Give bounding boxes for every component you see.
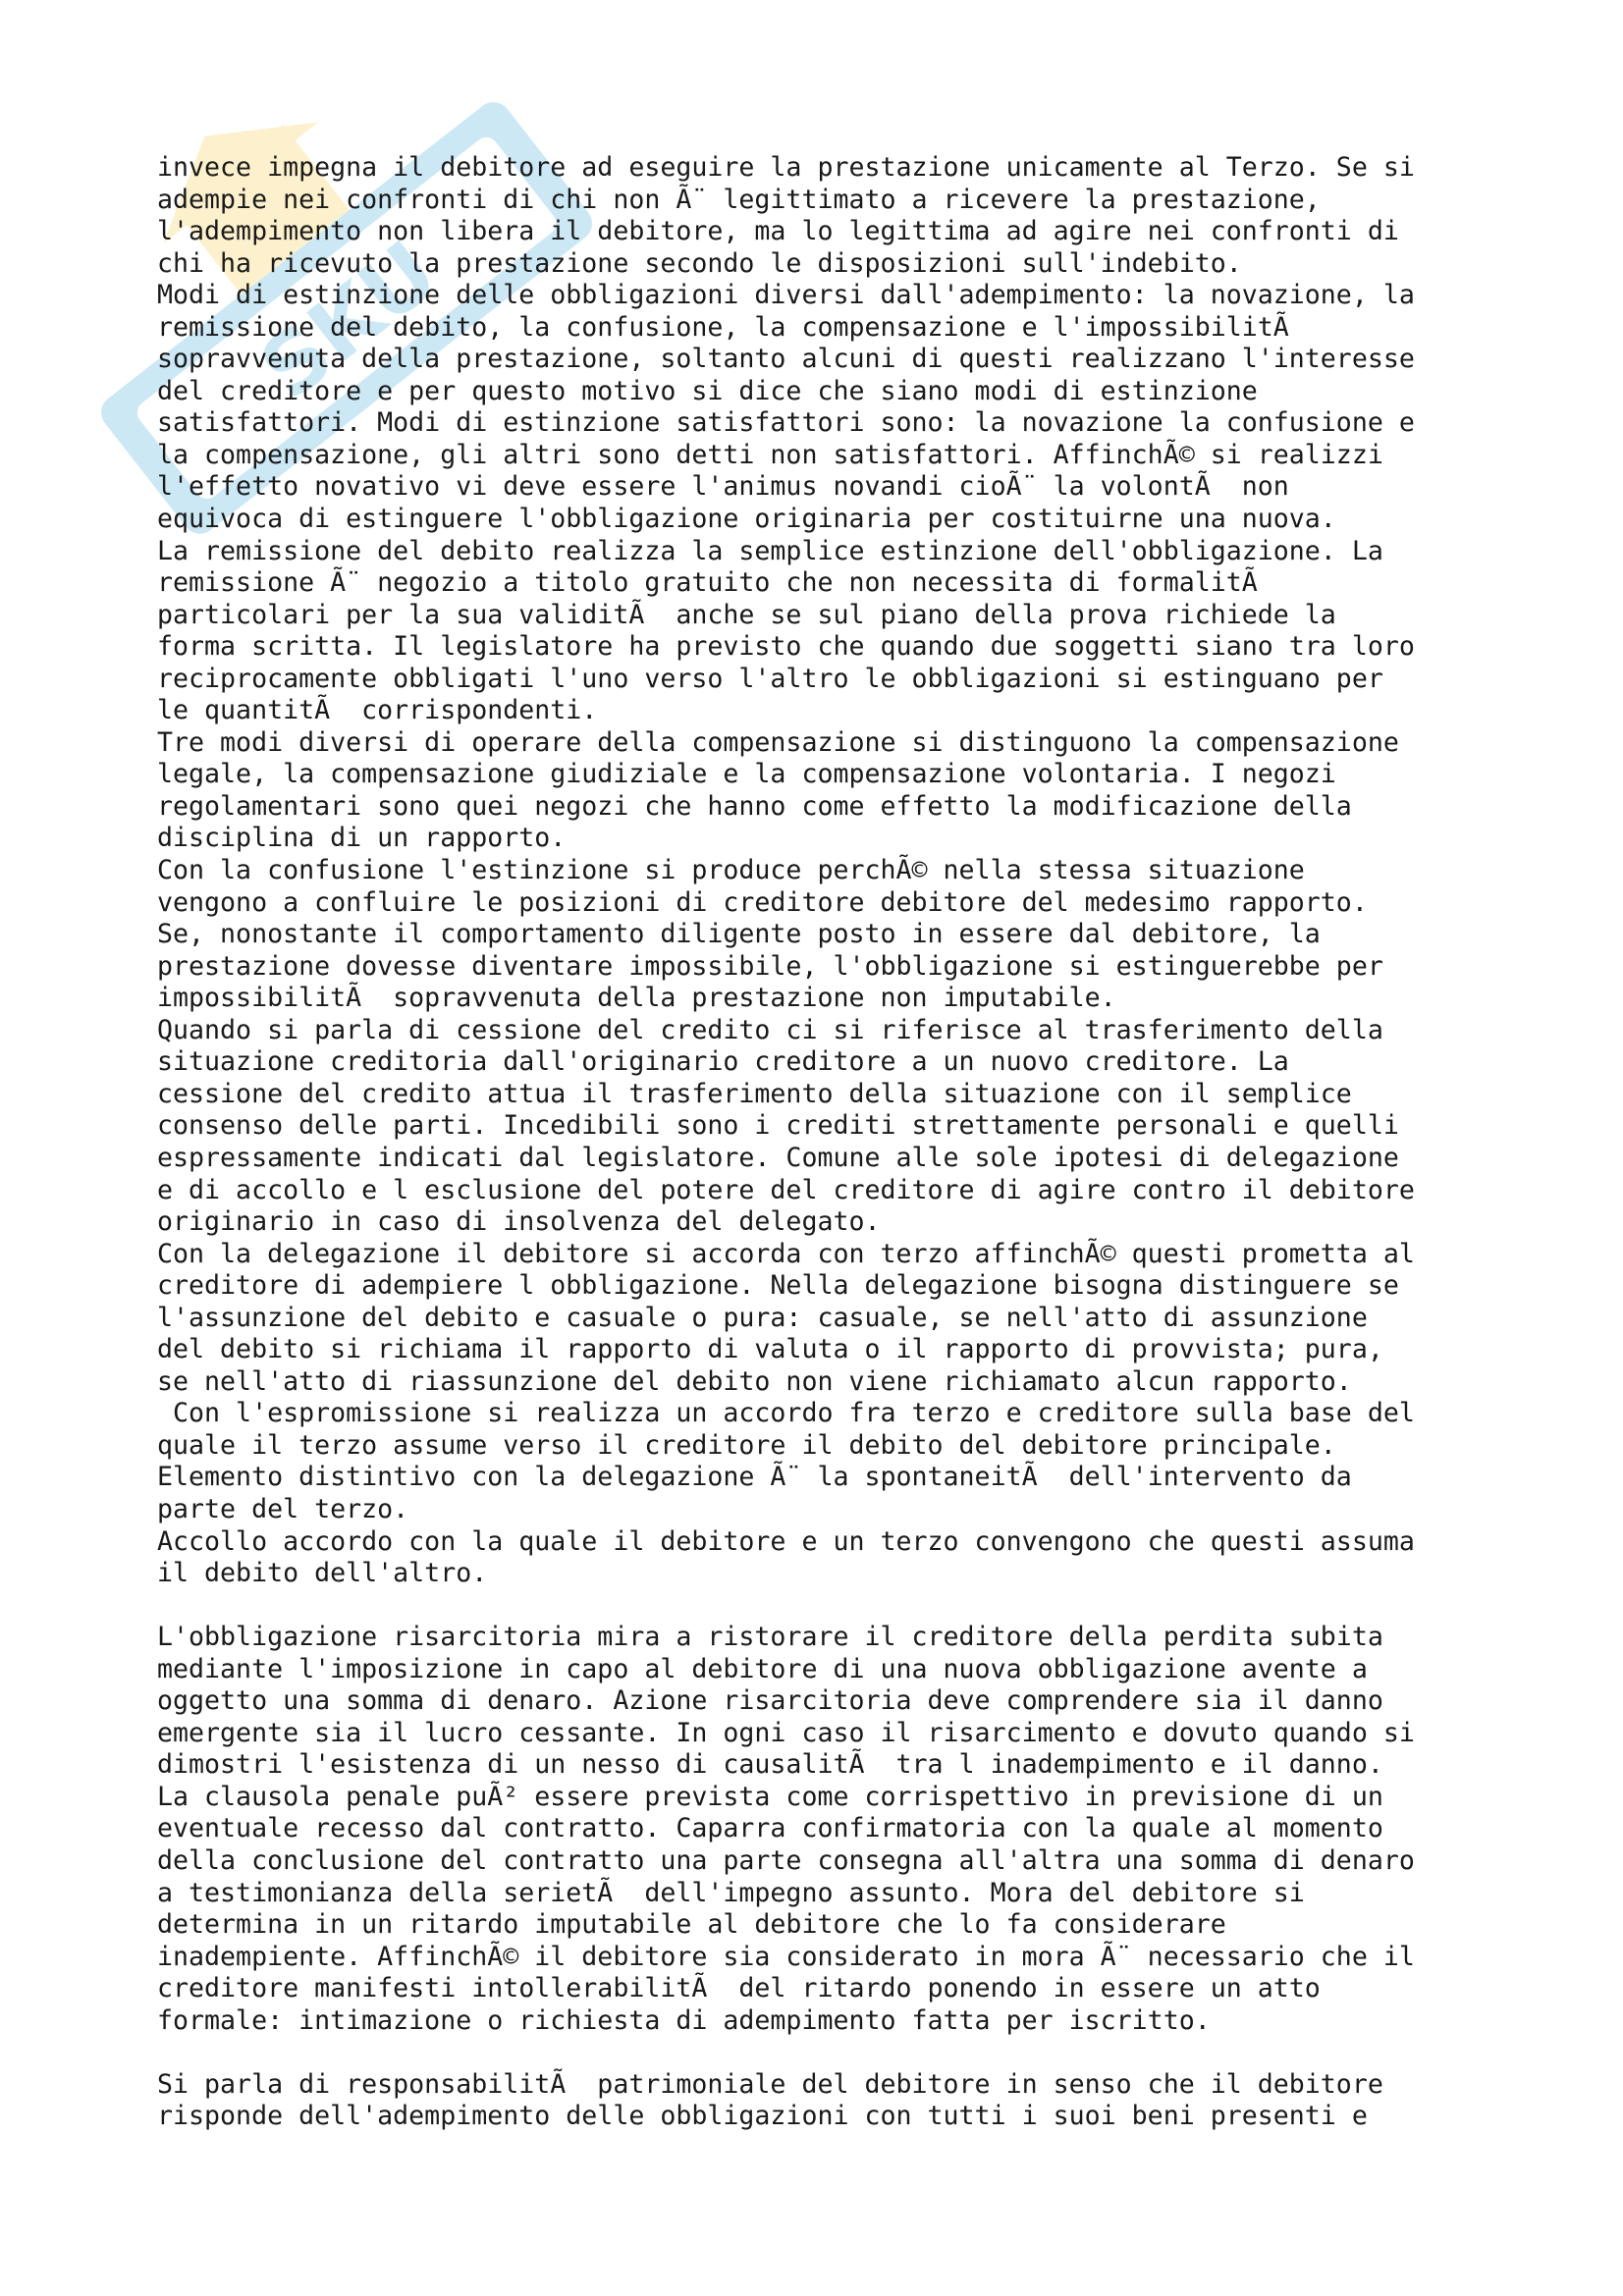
text-line: Con l'espromissione si realizza un accordo fra terzo e creditore sulla base del [157, 1398, 1415, 1429]
text-line: creditore manifesti intollerabilitÃ del ritardo ponendo in essere un atto [157, 1973, 1321, 2004]
text-line: regolamentari sono quei negozi che hanno come effetto la modificazione della [157, 790, 1352, 822]
text-line: dimostri l'esistenza di un nesso di causalitÃ tra l inadempimento e il danno. [157, 1749, 1383, 1781]
text-line: inadempiente. AffinchÃ© il debitore sia considerato in mora Ã¨ necessario che il [157, 1941, 1415, 1972]
text-line: se nell'atto di riassunzione del debito non viene richiamato alcun rapporto. [157, 1365, 1352, 1397]
text-line: invece impegna il debitore ad eseguire la prestazione unicamente al Terzo. Se si [157, 152, 1415, 183]
text-line: oggetto una somma di denaro. Azione risarcitoria deve comprendere sia il danno [157, 1685, 1383, 1717]
text-line: vengono a confluire le posizioni di creditore debitore del medesimo rapporto. [157, 886, 1368, 918]
text-line: formale: intimazione o richiesta di adempimento fatta per iscritto. [157, 2004, 1211, 2036]
text-line: espressamente indicati dal legislatore. Comune alle sole ipotesi di delegazione [157, 1142, 1399, 1173]
text-line: a testimonianza della serietÃ dell'impegno assunto. Mora del debitore si [157, 1877, 1305, 1908]
text-line: l'assunzione del debito e casuale o pura: casuale, se nell'atto di assunzione [157, 1302, 1368, 1333]
text-line: mediante l'imposizione in capo al debitore di una nuova obbligazione avente a [157, 1653, 1368, 1684]
text-line: disciplina di un rapporto. [157, 823, 567, 854]
text-line: La clausola penale puÃ² essere prevista come corrispettivo in previsione di un [157, 1781, 1383, 1812]
text-line: remissione Ã¨ negozio a titolo gratuito che non necessita di formalitÃ [157, 567, 1258, 599]
text-line: Tre modi diversi di operare della compensazione si distinguono la compensazione [157, 726, 1399, 758]
text-line: emergente sia il lucro cessante. In ogni caso il risarcimento e dovuto quando si [157, 1717, 1415, 1748]
text-line: della conclusione del contratto una parte consegna all'altra una somma di denaro [157, 1844, 1415, 1876]
text-line: risponde dell'adempimento delle obbligazioni con tutti i suoi beni presenti e [157, 2101, 1368, 2132]
text-line [157, 2037, 1512, 2069]
text-line: eventuale recesso dal contratto. Caparra confirmatoria con la quale al momento [157, 1813, 1383, 1844]
text-line: forma scritta. Il legislatore ha previsto che quando due soggetti siano tra loro [157, 631, 1415, 663]
text-line: l'effetto novativo vi deve essere l'animus novandi cioÃ¨ la volontÃ non [157, 471, 1289, 503]
text-line: legale, la compensazione giudiziale e la compensazione volontaria. I negozi [157, 759, 1336, 790]
text-line: Con la delegazione il debitore si accorda con terzo affinchÃ© questi prometta al [157, 1238, 1415, 1269]
text-line: e di accollo e l esclusione del potere del creditore di agire contro il debitore [157, 1174, 1415, 1205]
text-line: l'adempimento non libera il debitore, ma lo legittima ad agire nei confronti di [157, 216, 1399, 247]
text-line: il debito dell'altro. [157, 1558, 488, 1589]
text-line: Accollo accordo con la quale il debitore e un terzo convengono che questi assuma [157, 1525, 1415, 1557]
text-line: chi ha ricevuto la prestazione secondo le disposizioni sull'indebito. [157, 247, 1242, 279]
text-line: Quando si parla di cessione del credito ci si riferisce al trasferimento della [157, 1014, 1383, 1045]
document-body [157, 152, 1512, 2133]
text-line: L'obbligazione risarcitoria mira a ristorare il creditore della perdita subita [157, 1622, 1383, 1653]
text-line: creditore di adempiere l obbligazione. Nella delegazione bisogna distinguere se [157, 1270, 1399, 1302]
text-line: Se, nonostante il comportamento diligente posto in essere dal debitore, la [157, 919, 1321, 950]
text-line: le quantitÃ corrispondenti. [157, 695, 598, 726]
text-line: reciprocamente obbligati l'uno verso l'altro le obbligazioni si estinguano per [157, 663, 1383, 694]
text-line: situazione creditoria dall'originario creditore a un nuovo creditore. La [157, 1046, 1289, 1078]
text-line: adempie nei confronti di chi non Ã¨ legittimato a ricevere la prestazione, [157, 184, 1321, 215]
text-line: particolari per la sua validitÃ anche se sul piano della prova richiede la [157, 599, 1336, 630]
text-line: impossibilitÃ sopravvenuta della prestazione non imputabile. [157, 983, 1116, 1014]
text-line: Elemento distintivo con la delegazione Ã¨ la spontaneitÃ dell'intervento da [157, 1462, 1352, 1493]
text-line: originario in caso di insolvenza del delegato. [157, 1206, 881, 1238]
text-line: remissione del debito, la confusione, la compensazione e l'impossibilitÃ [157, 311, 1289, 343]
text-line: La remissione del debito realizza la semplice estinzione dell'obbligazione. La [157, 535, 1383, 566]
text-line: Modi di estinzione delle obbligazioni diversi dall'adempimento: la novazione, la [157, 280, 1415, 311]
text-line: parte del terzo. [157, 1493, 409, 1524]
text-line: Si parla di responsabilitÃ patrimoniale del debitore in senso che il debitore [157, 2068, 1383, 2100]
text-line: sopravvenuta della prestazione, soltanto alcuni di questi realizzano l'interesse [157, 344, 1415, 375]
text-line: del creditore e per questo motivo si dice che siano modi di estinzione [157, 375, 1258, 406]
text-line: prestazione dovesse diventare impossibile, l'obbligazione si estinguerebbe per [157, 950, 1383, 982]
text-line: quale il terzo assume verso il creditore il debito del debitore principale. [157, 1429, 1336, 1461]
text-line: la compensazione, gli altri sono detti non satisfattori. AffinchÃ© si realizzi [157, 439, 1383, 470]
text-line: consenso delle parti. Incedibili sono i crediti strettamente personali e quelli [157, 1110, 1399, 1142]
text-line: cessione del credito attua il trasferimento della situazione con il semplice [157, 1078, 1352, 1109]
text-line: determina in un ritardo imputabile al debitore che lo fa considerare [157, 1909, 1226, 1941]
svg-text:SKU: SKU [243, 223, 456, 420]
text-line: Con la confusione l'estinzione si produce perchÃ© nella stessa situazione [157, 855, 1305, 886]
text-line: satisfattori. Modi di estinzione satisfattori sono: la novazione la confusione e [157, 407, 1415, 439]
text-line: del debito si richiama il rapporto di valuta o il rapporto di provvista; pura, [157, 1334, 1383, 1365]
text-line [157, 1590, 1512, 1623]
text-line: equivoca di estinguere l'obbligazione originaria per costituirne una nuova. [157, 504, 1336, 535]
